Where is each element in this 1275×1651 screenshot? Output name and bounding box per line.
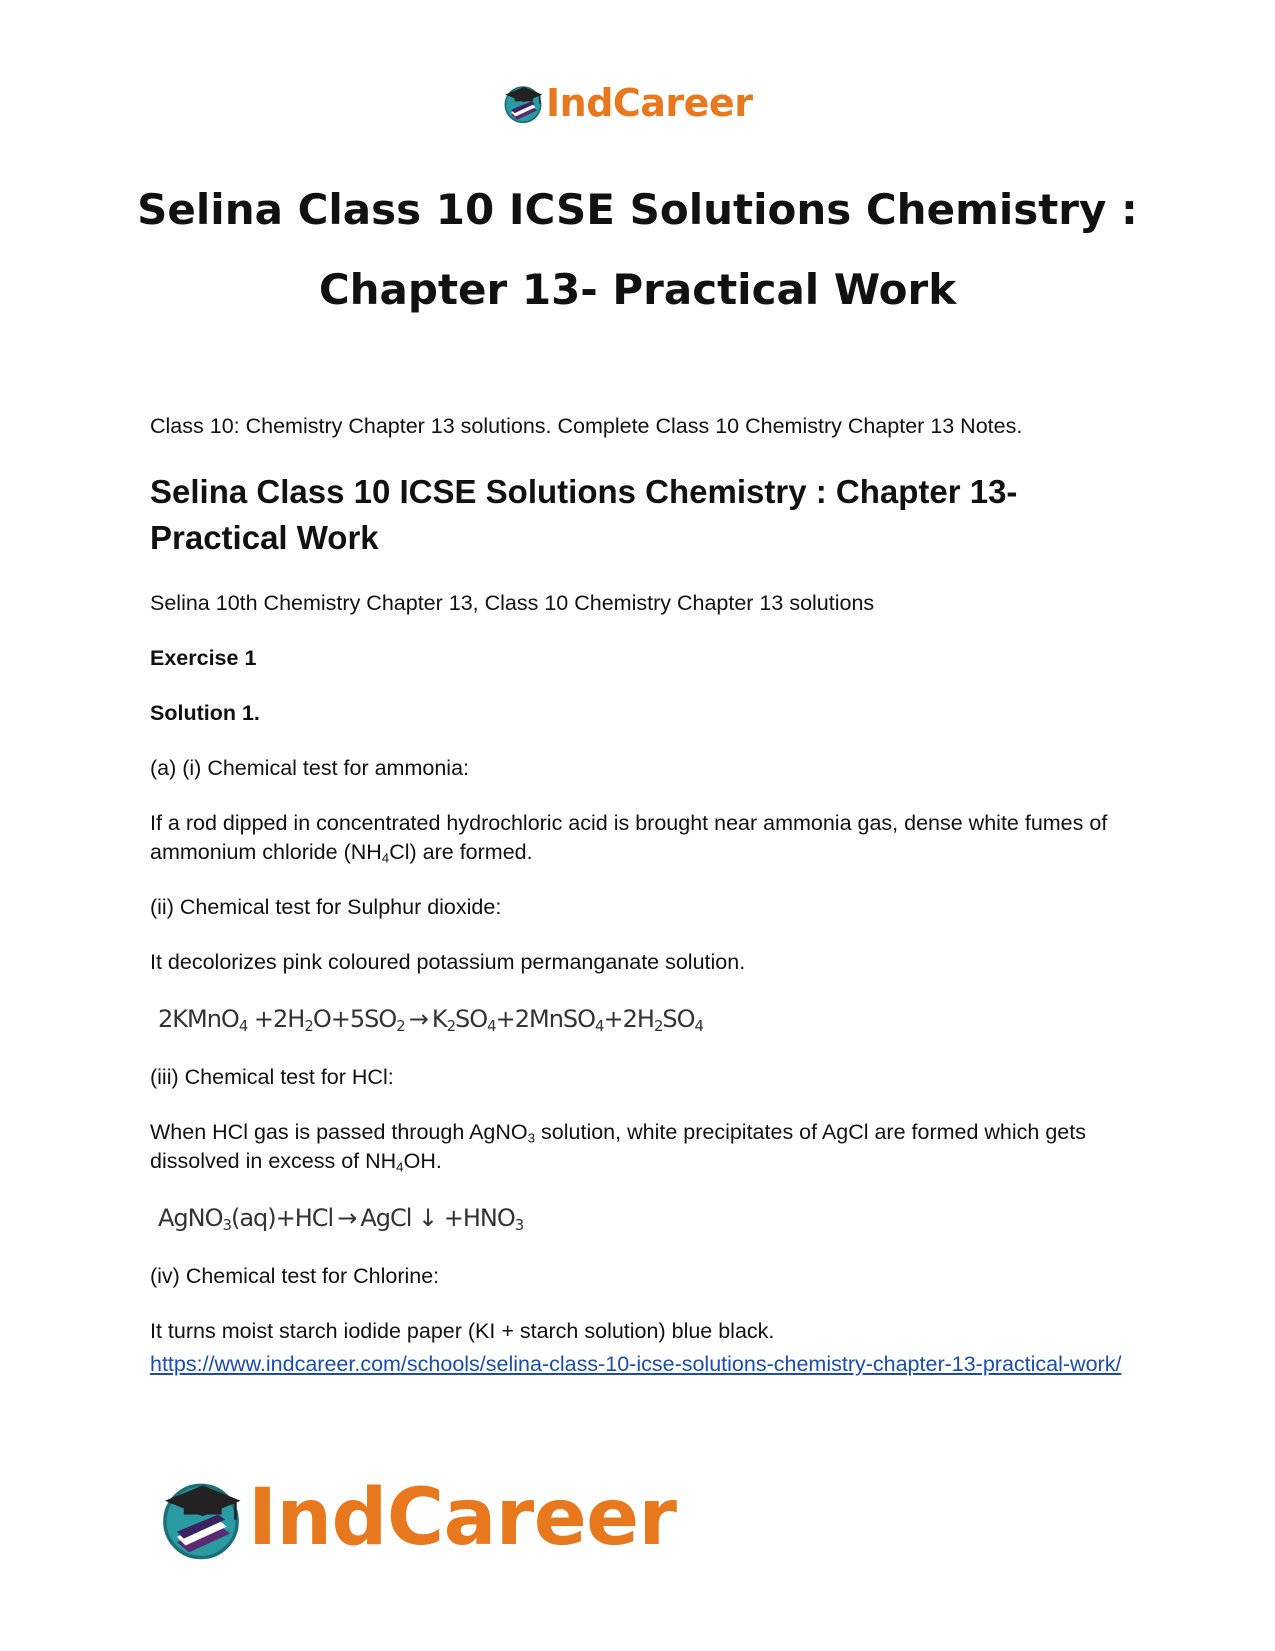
reaction-arrow-icon: →: [337, 1204, 357, 1232]
intro-text: Class 10: Chemistry Chapter 13 solutions. Complete Class 10 Chemistry Chapter 13 Notes.: [150, 414, 1023, 438]
hcl-test-text: When HCl gas is passed through AgNO$_3$ solution, white precipitates of AgCl are formed which gets dissolved in excess of $NH_4OH$.: [150, 1120, 1086, 1175]
heading-line-1: Selina Class 10 ICSE Solutions Chemistry : Chapter 13-: [150, 473, 1018, 510]
page-title: [100, 170, 1175, 330]
title-line-1: Selina Class 10 ICSE Solutions Chemistry :: [137, 185, 1138, 234]
brand-name: IndCareer: [546, 81, 753, 125]
question-iv: (iv) Chemical test for Chlorine:: [150, 1264, 440, 1288]
heading-line-2: Practical Work: [150, 519, 379, 556]
indcareer-logo-top: [502, 78, 752, 128]
ammonia-test-text: If a rod dipped in concentrated hydrochloric acid is brought near ammonia gas, dense white fumes of ammonium chloride $(NH_4Cl)$ are formed.: [150, 811, 1108, 866]
reaction-arrow-icon: →: [408, 1005, 428, 1033]
title-line-2: Chapter 13- Practical Work: [318, 265, 957, 314]
source-link[interactable]: https://www.indcareer.com/schools/selina-class-10-icse-solutions-chemistry-chapter-13-practical-work/: [150, 1352, 1122, 1376]
so2-test-text: It decolorizes pink coloured potassium permanganate solution.: [150, 950, 746, 974]
subtitle-text: Selina 10th Chemistry Chapter 13, Class 10 Chemistry Chapter 13 solutions: [150, 591, 875, 615]
solution-label: Solution 1.: [150, 701, 260, 725]
document-body: [150, 412, 1125, 1382]
exercise-label: Exercise 1: [150, 646, 257, 670]
chlorine-test-text: It turns moist starch iodide paper (KI + starch solution) blue black.: [150, 1319, 775, 1343]
question-iii: (iii) Chemical test for HCl:: [150, 1065, 394, 1089]
question-ii: (ii) Chemical test for Sulphur dioxide:: [150, 895, 502, 919]
brand-name: IndCareer: [248, 1473, 677, 1563]
graduation-cap-globe-icon: [158, 1475, 244, 1561]
section-heading: [150, 469, 1125, 561]
equation-permanganate: 2KMnO$_4$ $+2H_2O+5SO_2$ → $K_2SO_4+2MnSO_4+2H_2SO_4$: [158, 1005, 704, 1036]
equation-silver-nitrate: AgNO$_3$(aq)+HCl → AgCl ↓ $+HNO_3$: [158, 1204, 524, 1235]
graduation-cap-globe-icon: [502, 82, 544, 124]
indcareer-logo-bottom: [158, 1468, 677, 1568]
question-a-i: (a) (i) Chemical test for ammonia:: [150, 756, 469, 780]
